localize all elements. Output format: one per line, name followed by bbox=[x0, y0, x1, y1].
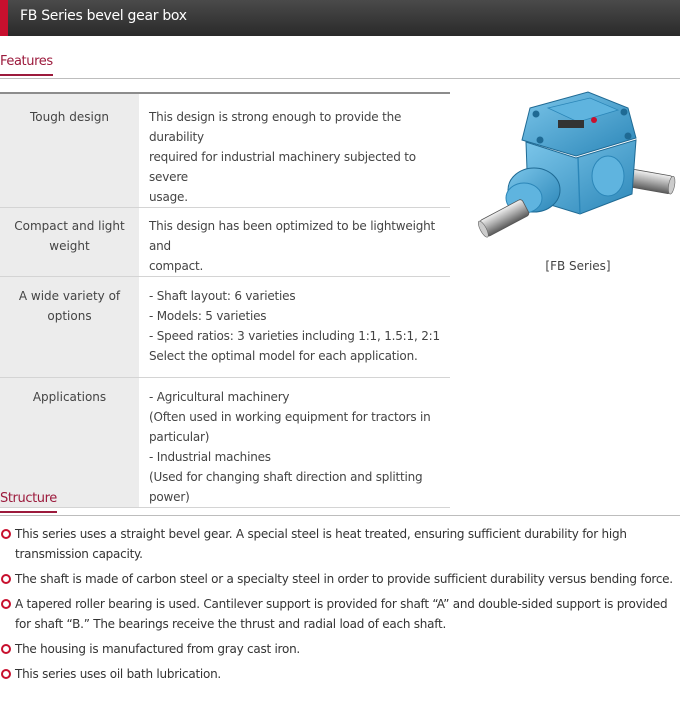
features-section-header bbox=[0, 50, 680, 79]
list-item bbox=[0, 639, 680, 659]
feature-line: - Models: 5 varieties bbox=[149, 309, 267, 323]
features-row bbox=[0, 208, 450, 277]
circle-bullet-icon bbox=[1, 644, 11, 654]
structure-item-text: This series uses a straight bevel gear. A special steel is heat treated, ensuring sufficient durability for high transmission capacity. bbox=[15, 527, 627, 561]
circle-bullet-icon bbox=[1, 599, 11, 609]
features-row bbox=[0, 93, 450, 208]
feature-line: - Industrial machines bbox=[149, 450, 271, 464]
circle-bullet-icon bbox=[1, 574, 11, 584]
list-item bbox=[0, 524, 680, 564]
features-row-head: Tough design bbox=[0, 93, 139, 208]
features-row-head: A wide variety of options bbox=[0, 277, 139, 378]
features-row bbox=[0, 277, 450, 378]
structure-section-header bbox=[0, 487, 680, 516]
feature-line: (Often used in working equipment for tractors in bbox=[149, 410, 431, 424]
feature-line: - Speed ratios: 3 varieties including 1:1, 1.5:1, 2:1 bbox=[149, 329, 440, 343]
features-row-head: Applications bbox=[0, 378, 139, 508]
feature-line: This design is strong enough to provide the durability bbox=[149, 110, 402, 144]
features-table bbox=[0, 92, 450, 508]
feature-line: particular) bbox=[149, 430, 210, 444]
structure-item-text: The housing is manufactured from gray cast iron. bbox=[15, 642, 300, 656]
feature-line: - Shaft layout: 6 varieties bbox=[149, 289, 296, 303]
page-title: FB Series bevel gear box bbox=[20, 8, 187, 24]
structure-heading: Structure bbox=[0, 491, 57, 513]
circle-bullet-icon bbox=[1, 669, 11, 679]
feature-line: Select the optimal model for each application. bbox=[149, 349, 418, 363]
structure-item-text: A tapered roller bearing is used. Cantilever support is provided for shaft “A” and double-sided support is provided for shaft “B.” The bearings receive the thrust and radial load of each shaft. bbox=[15, 597, 668, 631]
features-row-body bbox=[139, 277, 450, 378]
list-item bbox=[0, 569, 680, 589]
features-row-body bbox=[139, 93, 450, 208]
features-row-head: Compact and light weight bbox=[0, 208, 139, 277]
gearbox-product-image bbox=[478, 86, 678, 256]
feature-line: This design has been optimized to be lightweight and bbox=[149, 219, 436, 253]
circle-bullet-icon bbox=[1, 529, 11, 539]
product-caption: [FB Series] bbox=[545, 259, 611, 273]
feature-line: compact. bbox=[149, 259, 204, 273]
feature-line: required for industrial machinery subjected to severe bbox=[149, 150, 416, 184]
title-bar bbox=[0, 0, 680, 36]
feature-line: - Agricultural machinery bbox=[149, 390, 290, 404]
feature-line: usage. bbox=[149, 190, 188, 204]
structure-list bbox=[0, 524, 680, 689]
structure-item-text: This series uses oil bath lubrication. bbox=[15, 667, 221, 681]
features-row-body bbox=[139, 208, 450, 277]
list-item bbox=[0, 594, 680, 634]
title-accent bbox=[0, 0, 8, 36]
features-heading: Features bbox=[0, 54, 53, 76]
list-item bbox=[0, 664, 680, 684]
structure-item-text: The shaft is made of carbon steel or a specialty steel in order to provide sufficient durability versus bending force. bbox=[15, 572, 673, 586]
feature-line: (Used for changing shaft direction and splitting power) bbox=[149, 470, 423, 504]
